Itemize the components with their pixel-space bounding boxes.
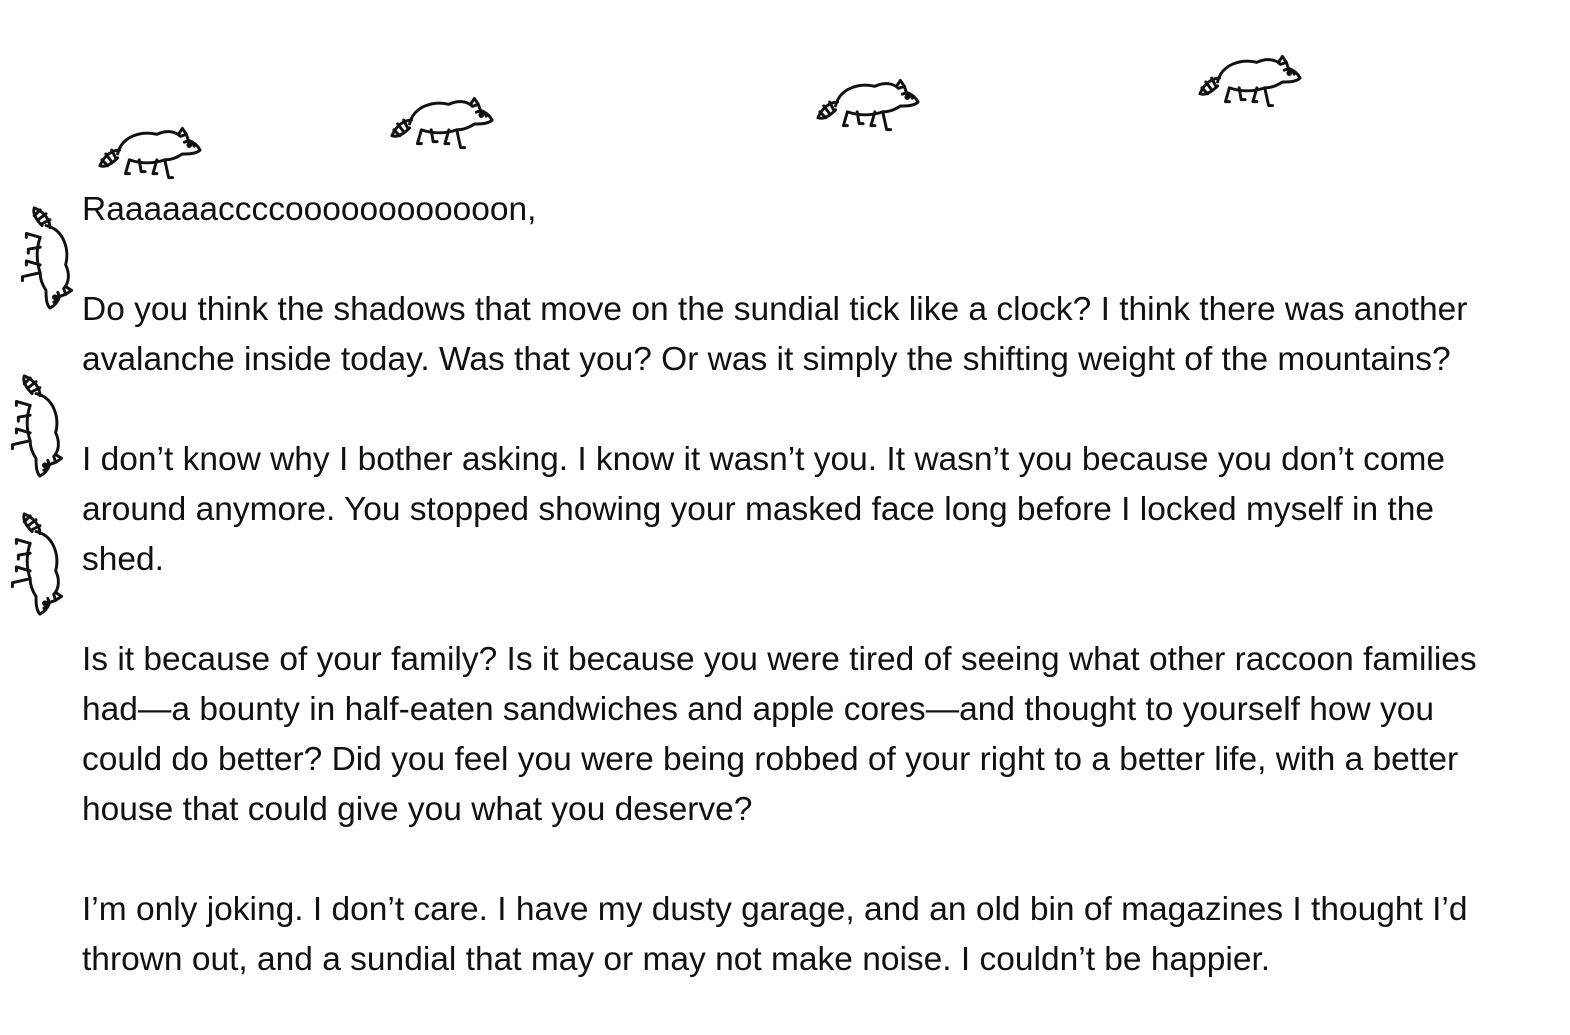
raccoon-icon bbox=[814, 72, 922, 138]
letter-paragraph: Is it because of your family? Is it because you were tired of seeing what other raccoon families had—a bounty in half-eaten sandwiches and apple cores—and thought to yourself how you could do better? Did you feel you were being robbed of your right to a better life, with a better house that could give you what you deserve? bbox=[82, 641, 1477, 828]
raccoon-icon bbox=[388, 90, 496, 156]
letter-greeting: Raaaaaaccccoooooooooooon, bbox=[82, 191, 537, 228]
letter-body bbox=[82, 185, 1502, 1035]
raccoon-icon bbox=[4, 372, 70, 480]
raccoon-icon bbox=[14, 204, 80, 312]
letter-paragraph: I don’t know why I bother asking. I know it wasn’t you. It wasn’t you because you don’t come around anymore. You stopped showing your masked face long before I locked myself in the shed. bbox=[82, 441, 1446, 578]
letter-paragraph: Do you think the shadows that move on the sundial tick like a clock? I think there was another avalanche inside today. Was that you? Or was it simply the shifting weight of the mountains? bbox=[82, 291, 1468, 378]
raccoon-icon bbox=[1196, 48, 1304, 114]
raccoon-icon bbox=[96, 120, 204, 186]
letter-paragraph: I’m only joking. I don’t care. I have my dusty garage, and an old bin of magazines I thought I’d thrown out, and a sundial that may or may not make noise. I couldn’t be happier. bbox=[82, 891, 1468, 978]
raccoon-icon bbox=[4, 510, 70, 618]
